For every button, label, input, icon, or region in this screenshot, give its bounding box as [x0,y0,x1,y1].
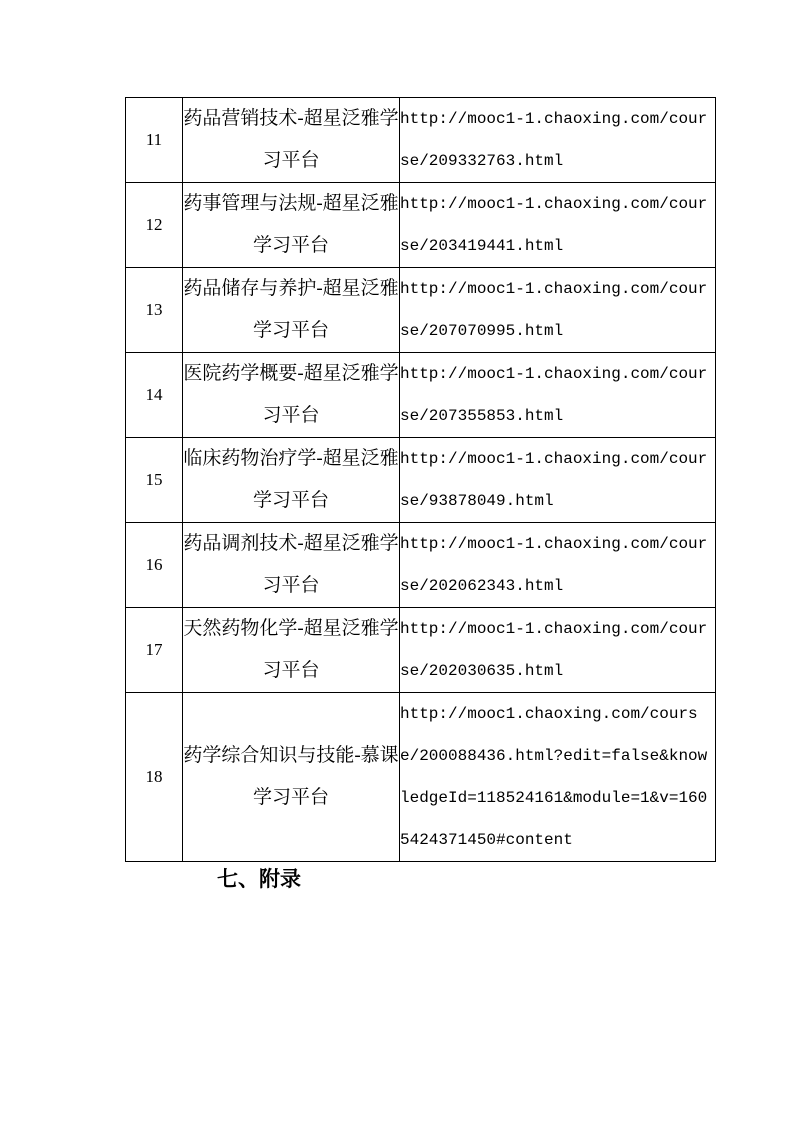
appendix-heading: 七、附录 [217,868,301,891]
row-number: 14 [126,353,183,438]
table-row [126,608,716,693]
row-number: 18 [126,693,183,862]
course-name: 医院药学概要-超星泛雅学习平台 [183,353,400,438]
course-url: http://mooc1.chaoxing.com/course/200088436.html?edit=false&knowledgeId=118524161&module=1&v=1605424371450#content [400,693,716,862]
table-row [126,523,716,608]
course-url: http://mooc1-1.chaoxing.com/course/202062343.html [400,523,716,608]
course-name: 天然药物化学-超星泛雅学习平台 [183,608,400,693]
course-name: 药品调剂技术-超星泛雅学习平台 [183,523,400,608]
row-number: 12 [126,183,183,268]
course-link-table-body [126,98,716,862]
row-number: 13 [126,268,183,353]
course-url: http://mooc1-1.chaoxing.com/course/207355853.html [400,353,716,438]
course-name: 临床药物治疗学-超星泛雅学习平台 [183,438,400,523]
course-link-table [125,97,716,862]
table-row [126,268,716,353]
table-row [126,98,716,183]
row-number: 16 [126,523,183,608]
course-name: 药学综合知识与技能-慕课学习平台 [183,693,400,862]
table-row [126,183,716,268]
course-url: http://mooc1-1.chaoxing.com/course/203419441.html [400,183,716,268]
table-row [126,438,716,523]
course-url: http://mooc1-1.chaoxing.com/course/93878049.html [400,438,716,523]
row-number: 17 [126,608,183,693]
table-row [126,693,716,862]
table-row [126,353,716,438]
course-name: 药事管理与法规-超星泛雅学习平台 [183,183,400,268]
course-url: http://mooc1-1.chaoxing.com/course/202030635.html [400,608,716,693]
row-number: 11 [126,98,183,183]
row-number: 15 [126,438,183,523]
course-url: http://mooc1-1.chaoxing.com/course/209332763.html [400,98,716,183]
course-name: 药品营销技术-超星泛雅学习平台 [183,98,400,183]
course-url: http://mooc1-1.chaoxing.com/course/207070995.html [400,268,716,353]
course-name: 药品储存与养护-超星泛雅学习平台 [183,268,400,353]
